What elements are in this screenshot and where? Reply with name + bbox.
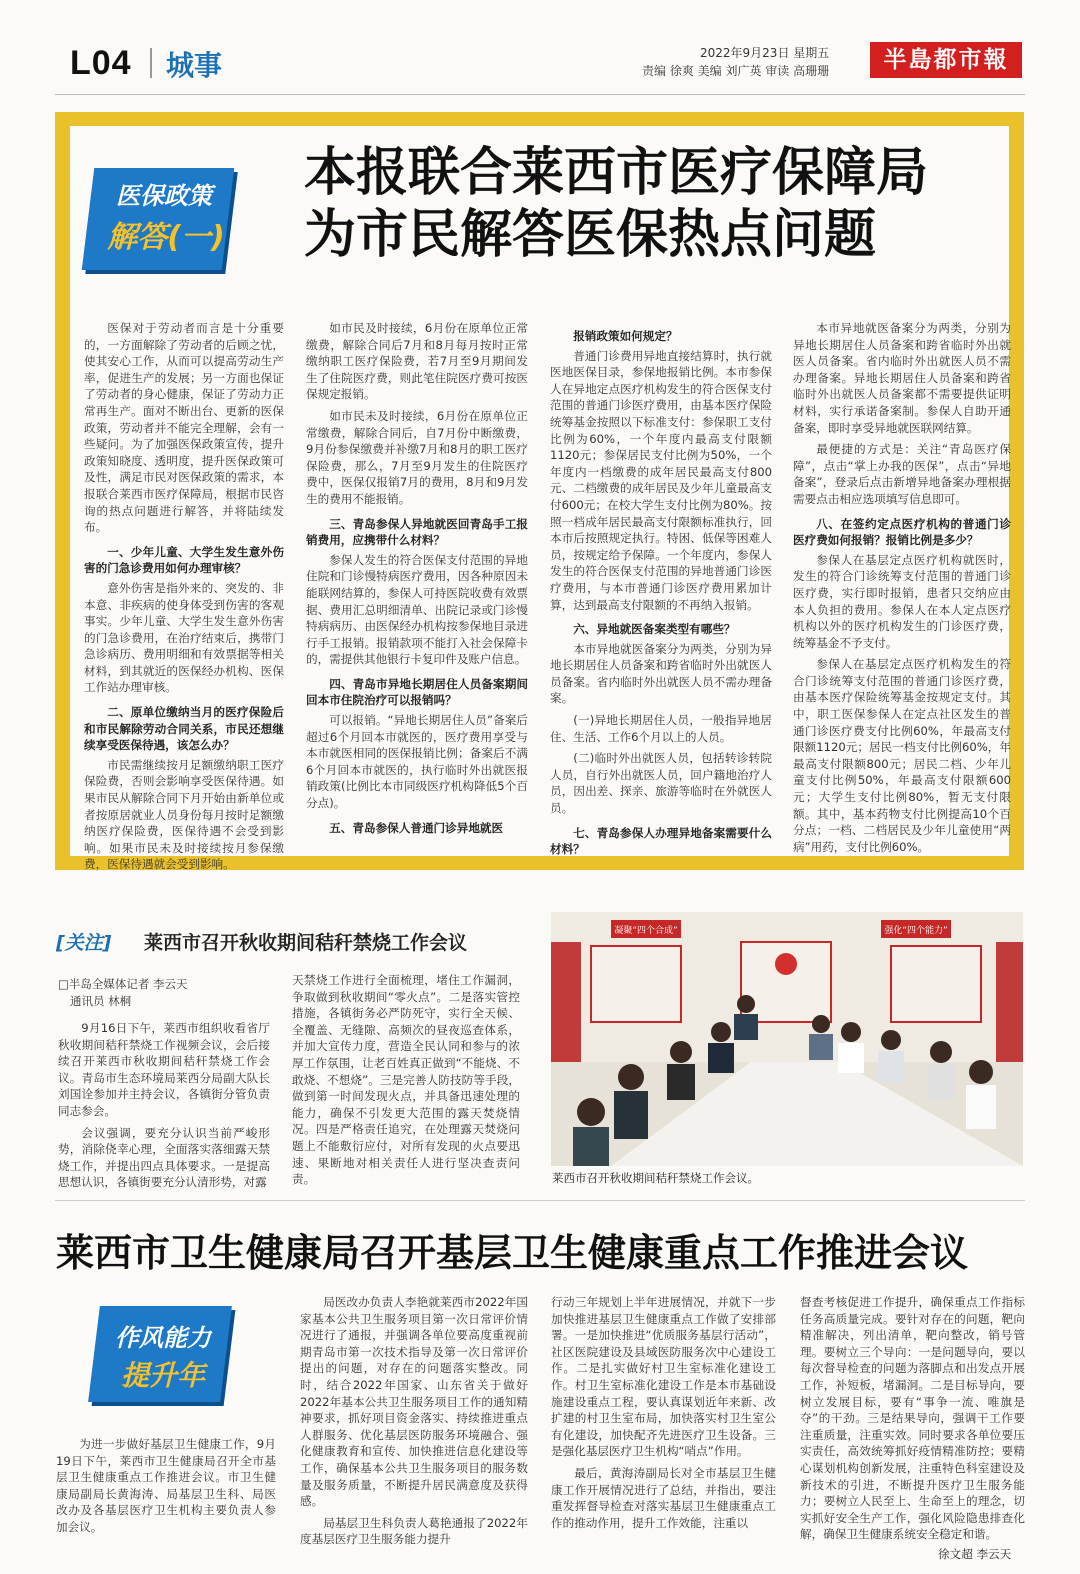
paragraph: 督查考核促进工作提升，确保重点工作指标任务高质量完成。要针对存在的问题，靶向精准解决，列出清单，靶向整改，销号管理。要树立三个导向：一是问题导向，要以每次督导检查的问题为落脚点和出发点开展工作，补短板，堵漏洞。二是目标导向，要树立发展目标，要有“事争一流、唯旗是夺”的干劲。三是结果导向，强调干工作要注重质量，注重实效。同时要求各单位要压实责任，高效统筹抓好疫情精准防控；要精心谋划机构创新发展，注重特色科室建设及新技术的引进，不断提升医疗卫生服务能力；要树立人民至上、生命至上的理念，切实抓好安全生产工作，强化风险隐患排查化解，确保卫生健康系统安全稳定和谐。 bbox=[800, 1295, 1025, 1542]
question-heading: 四、青岛市异地长期居住人员备案期间回本市住院治疗可以报销吗？ bbox=[306, 676, 528, 708]
masthead-rule bbox=[55, 94, 1025, 95]
byline-reporter: □半岛全媒体记者 李云天 bbox=[58, 977, 188, 991]
feature-headline-line1: 本报联合莱西市医疗保障局 bbox=[304, 143, 929, 203]
feature-column-1 bbox=[84, 320, 284, 872]
banner-right: 强化“四个能力” bbox=[884, 926, 948, 936]
photo-caption: 莱西市召开秋收期间秸秆禁烧工作会议。 bbox=[552, 1171, 759, 1185]
article-author: 徐文超 李云天 bbox=[938, 1547, 1012, 1561]
article-column-3 bbox=[551, 1294, 776, 1560]
focus-title: 莱西市召开秋收期间秸秆禁烧工作会议 bbox=[144, 932, 468, 954]
article-tag-line1: 作风能力 bbox=[115, 1324, 211, 1352]
banner-left: 凝聚“四个合成” bbox=[614, 926, 678, 936]
newspaper-logo: 半島都市報 bbox=[870, 42, 1022, 78]
feature-column-3 bbox=[550, 320, 772, 857]
paragraph: 如市民及时接续，6月份在原单位正常缴费，解除合同后7月和8月每月按时正常缴纳职工医疗保险费，若7月至9月期间发生了住院医疗费，则此笔住院医疗费可按医保规定报销。 bbox=[306, 321, 528, 402]
paragraph: 局医改办负责人李艳就莱西市2022年国家基本公共卫生服务项目第一次日常评价情况进行了通报，并强调各单位要高度重视前期青岛市第一次技术指导及第一次日常评价提出的问题，对存在的问题落实整改。同时，结合2022年国家、山东省关于做好2022年基本公共卫生服务项目工作的通知精神要求，抓好项目资金落实、持续推进重点人群服务、优化基层医防服务环境融合、强化健康教育和宣传、加快推进信息化建设等工作，确保基本公共卫生服务项目的服务数量及服务质量，不断提升居民满意度及获得感。 bbox=[300, 1295, 528, 1509]
paragraph: (二)临时外出就医人员，包括转诊转院人员，自行外出就医人员，回户籍地治疗人员，因出差、探亲、旅游等临时在外就医人员。 bbox=[550, 751, 772, 816]
question-heading: 报销政策如何规定？ bbox=[573, 329, 678, 343]
paragraph: 9月16日下午，莱西市组织收看省厅秋收期间秸秆禁烧工作视频会议，会后接续召开莱西市秋收期间秸秆禁烧工作会议。青岛市生态环境局莱西分局副大队长刘国诠参加并主持会议，各镇街分管负责同志参会。 bbox=[58, 1021, 270, 1118]
paragraph: 参保人在基层定点医疗机构发生的符合门诊统筹支付范围的普通门诊医疗费，由基本医疗保险统筹基金按规定支付。其中，职工医保参保人在定点社区发生的普通门诊医疗费支付比例60%，年最高支付限额1120元；居民一档支付比例60%，年最高支付限额800元；居民二档、少年儿童支付比例50%，年最高支付限额600元；大学生支付比例80%，暂无支付限额。其中，基本药物支付比例提高10个百分点；一档、二档居民及少年儿童使用“两病”用药，支付比例60%。 bbox=[793, 657, 1011, 854]
paragraph: 参保人在基层定点医疗机构就医时，发生的符合门诊统筹支付范围的普通门诊医疗费，实行即时报销，患者只交纳应由本人负担的费用。参保人在本人定点医疗机构以外的医疗机构发生的门诊医疗费，统筹基金不予支付。 bbox=[793, 552, 1011, 650]
focus-byline bbox=[58, 976, 268, 1010]
question-heading: 七、青岛参保人办理异地备案需要什么材料？ bbox=[550, 825, 772, 857]
question-heading: 二、原单位缴纳当月的医疗保险后和市民解除劳动合同关系，市民还想继续享受医保待遇，该怎么办？ bbox=[84, 705, 284, 753]
question-heading: 一、少年儿童、大学生发生意外伤害的门急诊费用如何办理审核？ bbox=[84, 544, 284, 576]
paragraph: 参保人发生的符合医保支付范围的异地住院和门诊慢特病医疗费用，因各种原因未能联网结算的，参保人可持医院收费有效票据、费用汇总明细清单、出院记录或门诊慢特病病历、由医保经办机构按参保地目录进行手工报销。报销款项不能打入社会保障卡的，需提供其他银行卡复印件及账户信息。 bbox=[306, 552, 528, 667]
question-heading: 五、青岛参保人普通门诊异地就医 bbox=[329, 820, 504, 835]
paragraph: 本市异地就医备案分为两类，分别为异地长期居住人员备案和跨省临时外出就医人员备案。省内临时外出就医人员不需办理备案。异地长期居住人员备案和跨省临时外出就医人员备案都不需要提供证明材料，实行承诺备案制。参保人自助开通备案，即时享受异地就医联网结算。 bbox=[793, 321, 1011, 435]
paragraph: 局基层卫生科负责人葛艳通报了2022年度基层医疗卫生服务能力提升 bbox=[300, 1515, 528, 1547]
focus-column-2 bbox=[292, 972, 520, 1187]
article-title: 莱西市卫生健康局召开基层卫生健康重点工作推进会议 bbox=[56, 1231, 969, 1275]
section-name: 城事 bbox=[166, 49, 223, 82]
article-column-1 bbox=[56, 1436, 276, 1556]
meeting-photo bbox=[551, 912, 1023, 1166]
focus-tag: [关注] bbox=[56, 932, 112, 954]
question-heading: 六、异地就医备案类型有哪些？ bbox=[573, 622, 736, 637]
article-tag-line2: 提升年 bbox=[120, 1359, 205, 1392]
paragraph: 会议强调，要充分认识当前严峻形势，消除侥幸心理，全面落实落细露天禁烧工作，并提出四点具体要求。一是提高思想认识，各镇街要充分认清形势，对露 bbox=[58, 1125, 270, 1190]
feature-column-4 bbox=[793, 320, 1011, 854]
masthead-divider bbox=[150, 48, 152, 78]
editor-credits: 责编 徐爽 美编 刘广英 审读 高珊珊 bbox=[642, 64, 830, 78]
byline-correspondent: 通讯员 林桐 bbox=[70, 994, 132, 1008]
feature-headline-line2: 为市民解答医保热点问题 bbox=[304, 205, 877, 265]
focus-column-1 bbox=[58, 1020, 270, 1190]
paragraph: (一)异地长期居住人员，一般指异地居住、生活、工作6个月以上的人员。 bbox=[550, 713, 772, 744]
paragraph: 最便捷的方式是：关注“青岛医疗保障”，点击“掌上办我的医保”，点击“异地备案”，登录后点击新增异地备案办理根据需要点击相应选项填写信息即可。 bbox=[793, 442, 1011, 506]
feature-column-2 bbox=[306, 320, 528, 850]
paragraph: 意外伤害是指外来的、突发的、非本意、非疾病的使身体受到伤害的客观事实。少年儿童、大学生发生意外伤害的门急诊费用，在治疗结束后，携带门急诊病历、费用明细和有效票据等相关材料，到其就近的医保经办机构、医保工作站办理审核。 bbox=[84, 580, 284, 695]
feature-tag-line2: 解答(一) bbox=[107, 220, 225, 255]
paragraph: 市民需继续按月足额缴纳职工医疗保险费，否则会影响享受医保待遇。如果市民从解除合同下月开始由新单位或者按原居就业人员身份每月按时足额缴纳医疗保险费，医保待遇不会受到影响。如果市民未及时接续按月参保缴费，医保待遇就会受到影响。 bbox=[84, 757, 284, 872]
paragraph: 最后，黄海涛副局长对全市基层卫生健康工作开展情况进行了总结，并指出，要注重发挥督导检查对落实基层卫生健康重点工作的推动作用，提升工作效能，注重以 bbox=[551, 1465, 776, 1530]
question-heading: 八、在签约定点医疗机构的普通门诊医疗费如何报销？报销比例是多少？ bbox=[793, 516, 1011, 548]
article-divider bbox=[55, 1200, 1025, 1201]
paragraph: 天禁烧工作进行全面梳理，堵住工作漏洞，争取做到秋收期间“零火点”。二是落实管控措施，各镇街务必严防死守，实行全天候、全覆盖、无缝隙、高频次的昼夜巡查体系，并加大宣传力度，营造全民认同和参与的浓厚工作氛围，让老百姓真正做到“不能烧、不敢烧、不想烧”。三是完善人防技防等手段，做到第一时间发现火点，并具备迅速处理的能力，确保不引发更大范围的露天焚烧情况。四是严格责任追究，在处理露天焚烧问题上不能敷衍应付，对所有发现的火点要迅速、果断地对相关责任人进行坚决查责问责。 bbox=[292, 973, 520, 1187]
article-column-2 bbox=[300, 1294, 528, 1560]
paragraph: 医保对于劳动者而言是十分重要的，一方面解除了劳动者的后顾之忧，使其安心工作，从而可以提高劳动生产率，促进生产的发展；另一方面也保证了劳动者的身心健康，保证了劳动力正常再生产。面对不断出台、更新的医保政策，劳动者并不能完全理解，会有一些疑问。为了加强医保政策宣传，提升政策知晓度、透明度，提升医保政策可及性，满足市民对医保政策的需求，本报联合莱西市医疗保障局，根据市民咨询的热点问题进行解答，并将陆续发布。 bbox=[84, 321, 284, 535]
meeting-photo-illustration bbox=[551, 912, 1023, 1166]
paragraph: 如市民未及时接续，6月份在原单位正常缴费，解除合同后，自7月份中断缴费，9月份参保缴费并补缴7月和8月的职工医疗保险费，那么，7月至9月发生的住院医疗费中，医保仅报销7月的费用，8月和9月发生的费用不能报销。 bbox=[306, 408, 528, 506]
issue-date: 2022年9月23日 星期五 bbox=[700, 46, 830, 60]
page-number: L04 bbox=[70, 44, 132, 82]
paragraph: 本市异地就医备案分为两类，分别为异地长期居住人员备案和跨省临时外出就医人员备案。省内临时外出就医人员不需办理备案。 bbox=[550, 641, 772, 706]
paragraph: 普通门诊费用异地直接结算时，执行就医地医保目录，参保地报销比例。本市参保人在异地定点医疗机构发生的符合医保支付范围的普通门诊医疗费用，由基本医疗保险统筹基金按照以下标准支付：参保职工支付比例为60%，一个年度内最高支付限额1120元；参保居民支付比例为50%，一个年度内一档缴费的成年居民最高支付800元、二档缴费的成年居民及少年儿童最高支付600元；在校大学生支付比例为80%。按照一档成年居民最高支付限额标准执行，回本市后按照规定执行。特困、低保等困难人员，按规定给予保障。一个年度内，参保人发生的符合医保支付范围的异地普通门诊医疗费用，与本市普通门诊医疗费用累加计算，达到最高支付限额的不再纳入报销。 bbox=[550, 348, 772, 612]
feature-headline bbox=[304, 142, 1014, 266]
question-heading: 三、青岛参保人异地就医回青岛手工报销费用，应携带什么材料？ bbox=[306, 516, 528, 548]
article-column-4 bbox=[800, 1294, 1025, 1560]
feature-tag-line1: 医保政策 bbox=[116, 182, 212, 210]
paragraph: 为进一步做好基层卫生健康工作，9月19日下午，莱西市卫生健康局召开全市基层卫生健康重点工作推进会议。市卫生健康局副局长黄海涛、局基层卫生科、局医改办及各基层医疗卫生机构主要负责人参加会议。 bbox=[56, 1437, 276, 1534]
paragraph: 行动三年规划上半年进展情况，并就下一步加快推进基层卫生健康重点工作做了安排部署。一是加快推进“优质服务基层行活动”，社区医院建设及县域医防服务次中心建设工作。二是扎实做好村卫生室标准化建设工作。村卫生室标准化建设工作是本市基础设施建设重点工程，要认真谋划近年来新、改扩建的村卫生室布局，加快落实村卫生室公有化建设，加快配齐先进医疗卫生设备。三是强化基层医疗卫生机构“哨点”作用。 bbox=[551, 1295, 776, 1459]
paragraph: 可以报销。“异地长期居住人员”备案后超过6个月回本市就医的，医疗费用享受与本市就医相同的医保报销比例；备案后不满6个月回本市就医的，执行临时外出就医报销政策(比例比本市同级医疗机构降低5个百分点)。 bbox=[306, 713, 528, 811]
